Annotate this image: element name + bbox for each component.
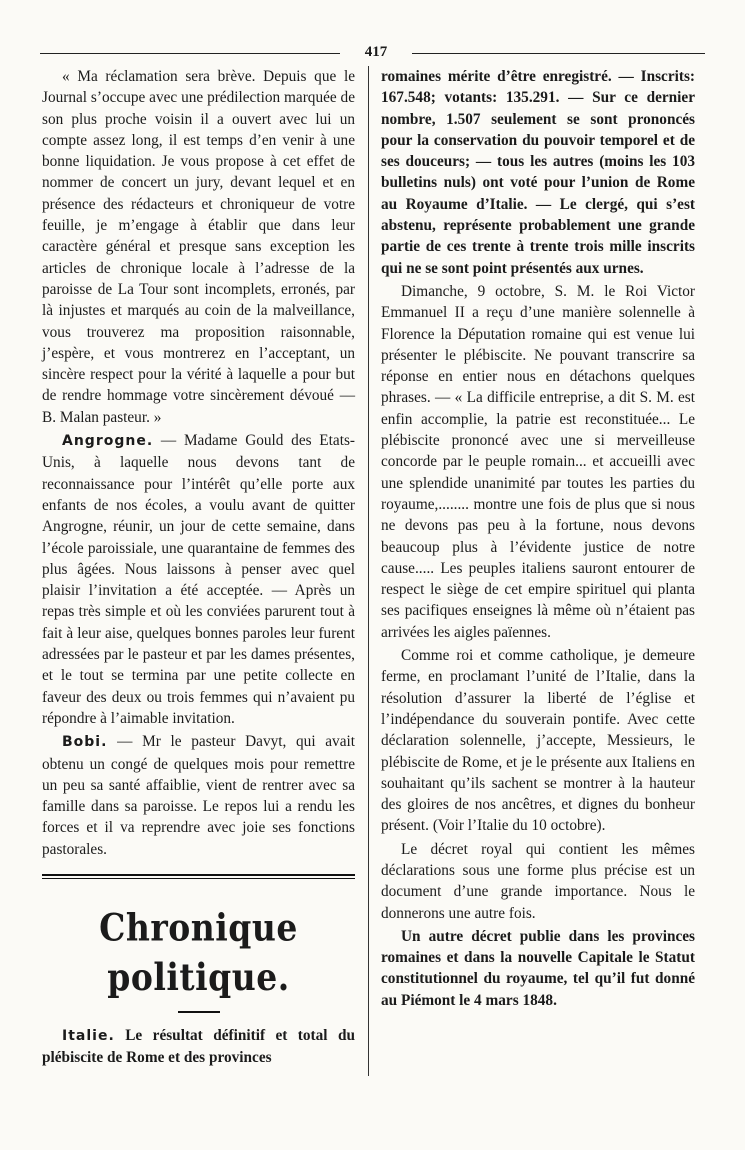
king-declaration: Comme roi et comme catholique, je demeure ferme, en proclamant l’unité de l’Italie, dans la résolution d’assurer la liberté de l’église et l’indépendance du souverain pontife. Avec cette déclaration solennelle, j’accepte, Messieurs, le plébiscite de Rome, et je le présente aux Italiens en souhaitant qu’ils sachent se montrer à la hauteur des gloires de nos ancêtres, et dignes du bonheur présent. (Voir l’Italie du 10 octobre). — [381, 647, 695, 835]
bobi-heading: Bobi. — [62, 734, 108, 751]
angrogne-heading: Angrogne. — [62, 433, 154, 450]
italie-paragraph — [42, 1025, 355, 1069]
section-title: Chronique politique. — [99, 905, 298, 999]
plebiscite-results: romaines mérite d’être enregistré. — Inscrits: 167.548; votants: 135.291. — Sur ce dernier nombre, 1.507 seulement se sont prononcés pour la conservation du pouvoir temporel et de ses douceurs; — tous les autres (moins les 103 bulletins nuls) ont voté pour l’union de Rome au Royaume d’Italie. — Le clergé, qui s’est abstenu, représente probablement une grande partie de ces trente à trente trois mille inscrits qui ne se sont point présentés aux urnes. — [381, 68, 695, 277]
bobi-paragraph — [42, 731, 355, 860]
king-speech: Dimanche, 9 octobre, S. M. le Roi Victor Emmanuel II a reçu d’une manière solennelle à Florence la Députation romaine qui est venue lui présenter le plébiscite. Ne pouvant transcrire sa réponse en entier nous en détachons quelques phrases. — « La difficile entreprise, a dit S. M. est enfin accomplie, la patrie est reconstituée... Le plébiscite prononcé avec une si merveilleuse concorde par le peuple romain... et accueilli avec une splendide unanimité par toutes les parties du royaume,........ montre une fois de plus que si nous ne devons pas peu à la fortune, nous devons beaucoup plus à l’évidente justice de notre cause..... Les peuples italiens sauront entourer de respect le siège de cet empire spirituel qui planta ses pacifiques enseignes là même où n’étaient pas arrivées les aigles païennes. — [381, 282, 695, 641]
reclamation-letter: « Ma réclamation sera brève. Depuis que le Journal s’occupe avec une prédilection marquée de son plus proche voisin il a ouvert avec lui un compte assez long, il est temps d’en venir à une bonne liquidation. Je vous propose à cet effet de nommer de concert un jury, devant lequel et en présence des rédacteurs et chroniqueur de votre feuille, je m’engage à établir que dans leur caractère général et presque sans exception les articles de chronique locale à l’adresse de la paroisse de La Tour sont incomplets, erronés, par là injustes et marqués au coin de la malveillance, vous trouverez ma proposition raisonnable, j’espère, et vous montrerez en l’acceptant, un sincère respect pour la vérité à laquelle a pour but de rendre hommage votre sincèrement dévoué — B. Malan pasteur. » — [42, 68, 355, 426]
title-underline — [178, 1011, 220, 1013]
angrogne-paragraph — [42, 430, 355, 729]
header-rule-right — [412, 53, 705, 54]
italie-text: Le résultat définitif et total du plébiscite de Rome et des provinces — [42, 1026, 356, 1067]
header-rule-left — [40, 53, 340, 54]
left-column — [42, 66, 355, 1069]
italie-heading: Italie. — [62, 1027, 115, 1044]
right-column — [381, 66, 695, 1011]
angrogne-text: — Madame Gould des Etats-Unis, à laquelle nous devons tant de reconnaissance pour l’intérêt qu’elle porte aux enfants de nos écoles, a voulu avant de quitter Angrogne, réunir, un jour de cette semaine, dans l’école paroissiale, une quarantaine de femmes des plus âgées. Nous laissons à penser avec quel plaisir l’invitation a été acceptée. — Après un repas très simple et où les conviées parurent tout à fait à leur aise, quelques bonnes paroles leur furent adressées par le pasteur et par les dames présentes, et le tout se termina par une petite collecte en faveur des deux ou trois femmes qui n’avaient pu répondre à l’aimable invitation. — [42, 432, 355, 727]
statute-decree: Un autre décret publie dans les provinces romaines et dans la nouvelle Capitale le Statut constitutionnel du royaume, tel qu’il fut donné au Piémont le 4 mars 1848. — [381, 927, 695, 1009]
royal-decree: Le décret royal qui contient les mêmes déclarations sous une forme plus précise est un document d’une grande importance. Nous le donnerons une autre fois. — [381, 840, 695, 922]
page-number: 417 — [364, 44, 388, 60]
bobi-text: — Mr le pasteur Davyt, qui avait obtenu un congé de quelques mois pour remettre un peu sa santé affaiblie, vient de rentrer avec sa famille dans sa paroisse. Le repos lui a rendu les forces et il va reprendre avec joie ses fonctions pastorales. — [42, 733, 355, 858]
column-divider — [368, 66, 369, 1076]
page-header — [40, 44, 705, 60]
section-separator — [42, 874, 355, 879]
